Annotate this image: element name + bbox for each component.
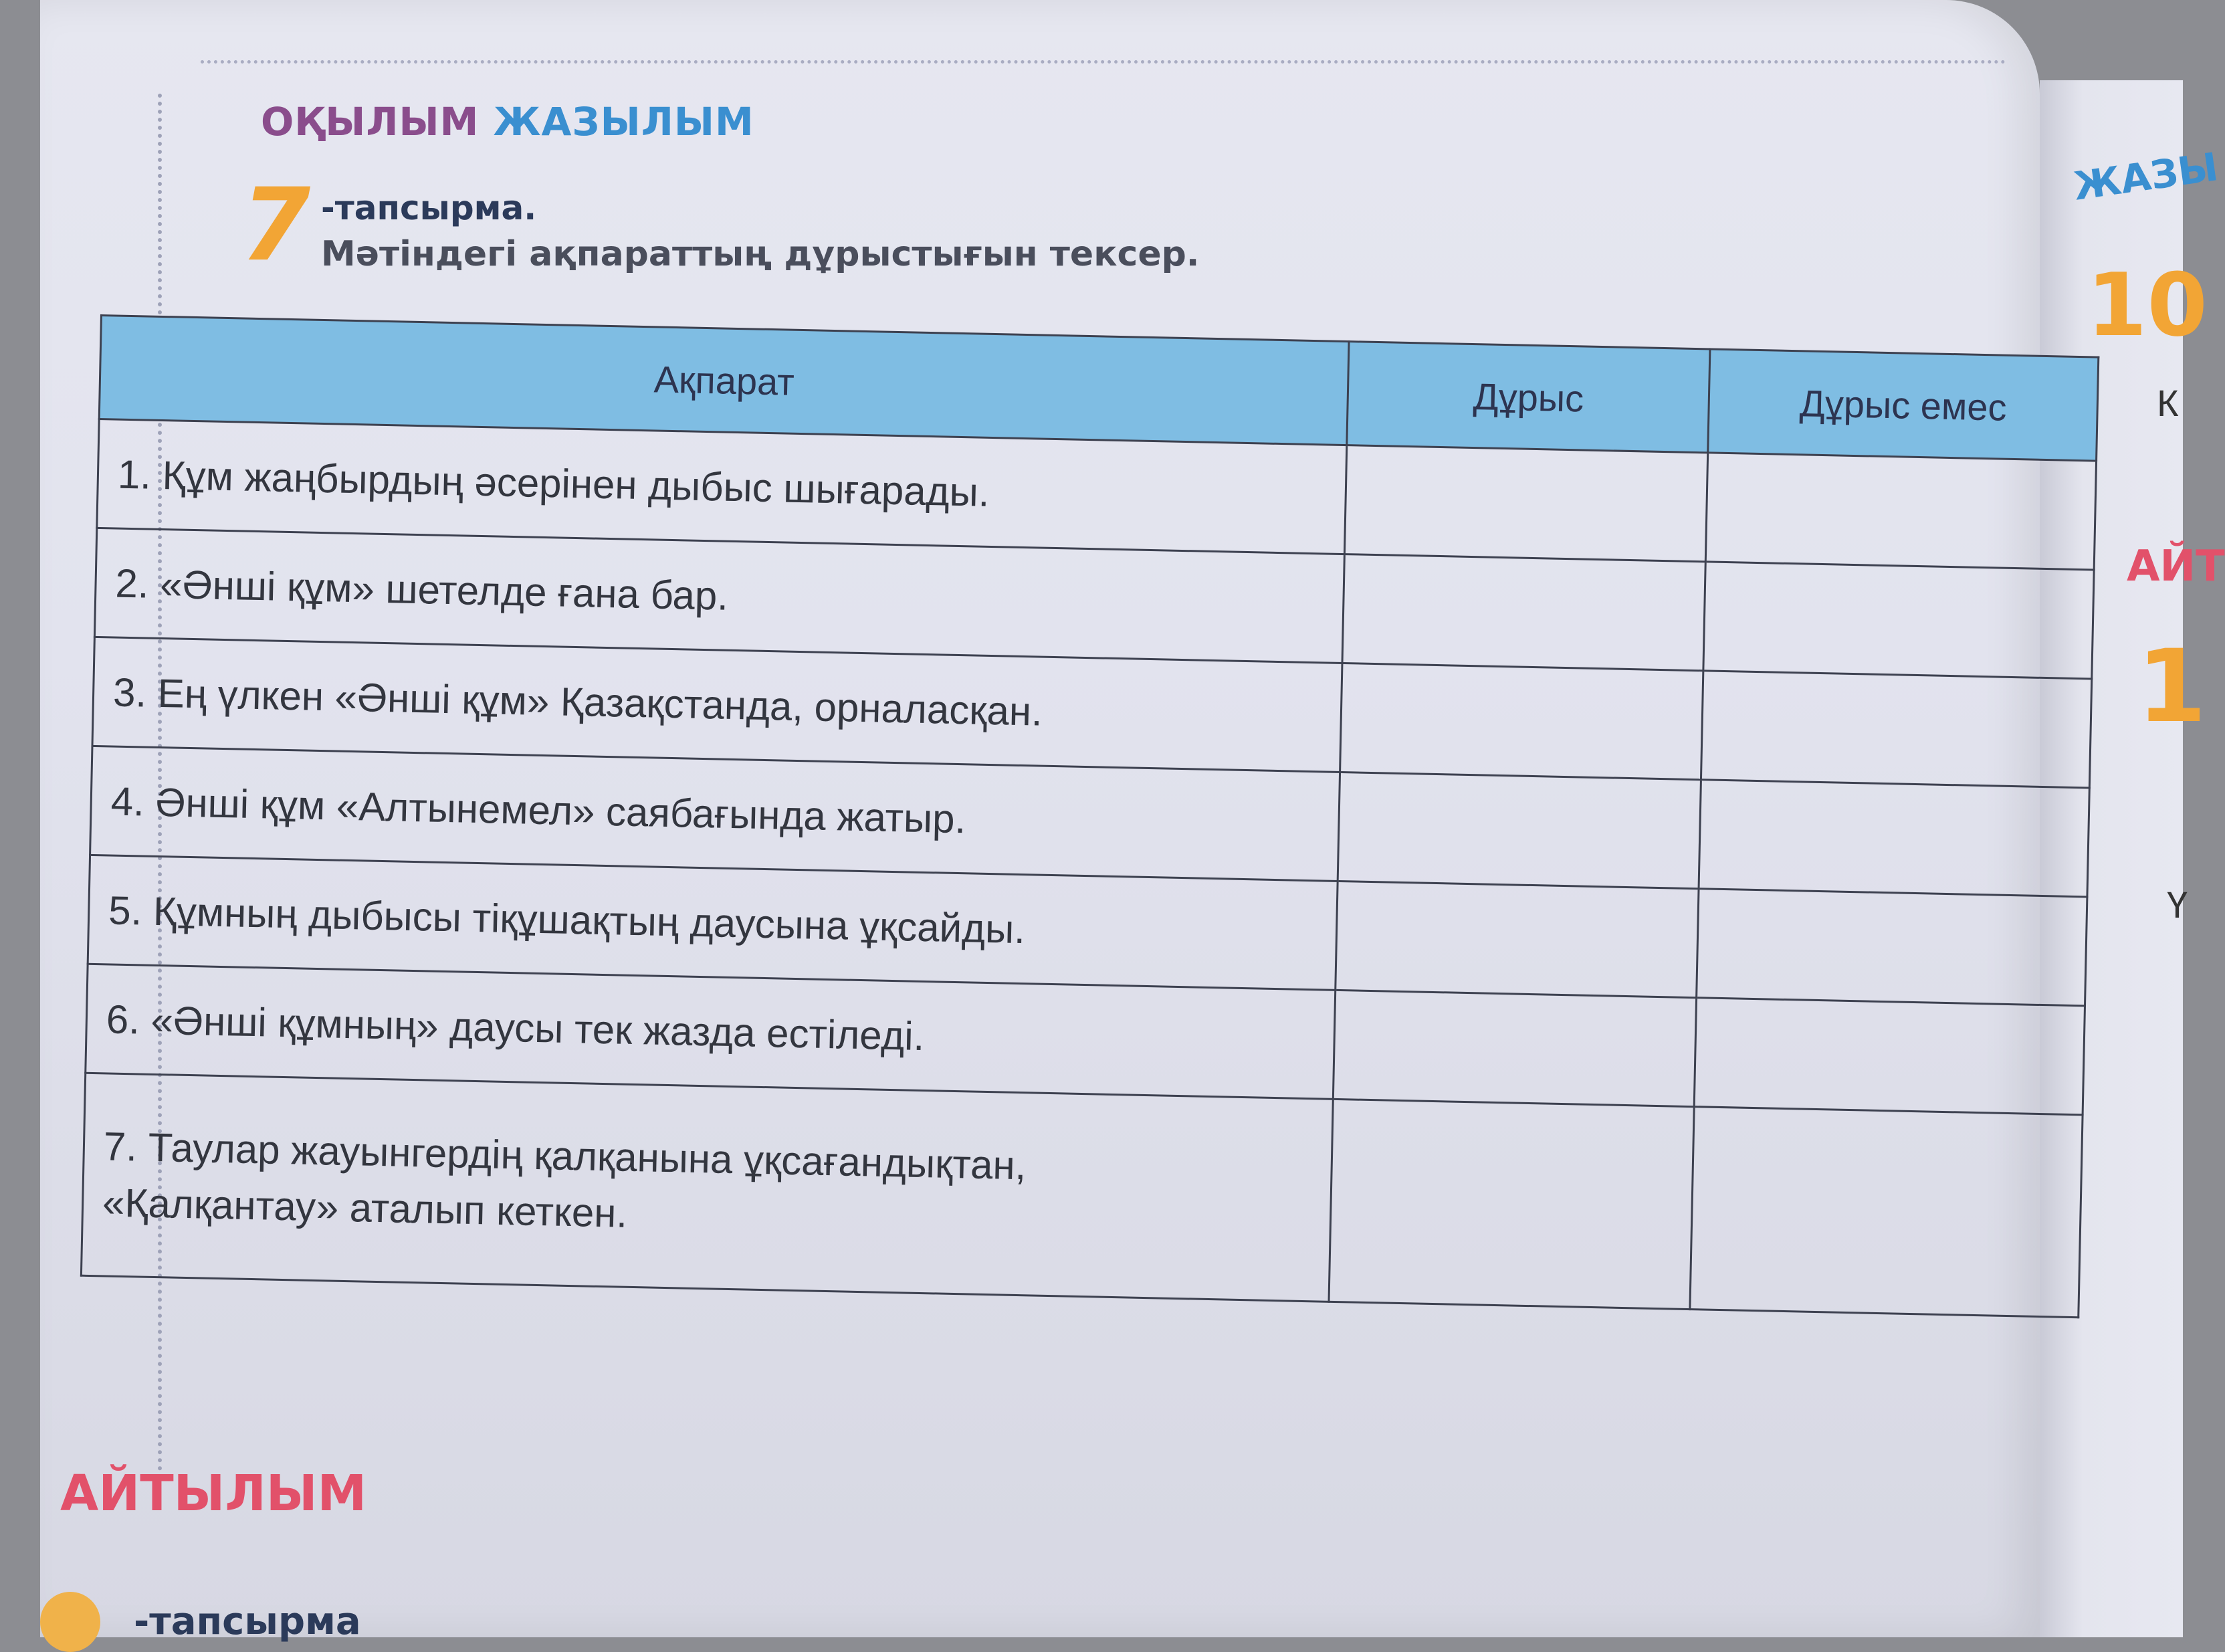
true-answer-cell[interactable] <box>1340 663 1703 780</box>
false-answer-cell[interactable] <box>1694 998 2085 1115</box>
statement-cell: 4. Әнші құм «Алтынемел» саябағында жатыр. <box>90 746 1340 881</box>
header-false: Дұрыс емес <box>1708 349 2099 461</box>
header-true: Дұрыс <box>1347 342 1710 453</box>
statement-cell: 3. Ең үлкен «Әнші құм» Қазақстанда, орналасқан. <box>92 637 1342 772</box>
statement-cell: 2. «Әнші құм» шетелде ғана бар. <box>94 528 1344 663</box>
false-answer-cell[interactable] <box>1697 889 2087 1006</box>
next-task-label: -тапсырма <box>134 1600 361 1643</box>
statement-line: «Қалқантау» аталып кеткен. <box>102 1180 628 1236</box>
table-row <box>81 1073 2083 1317</box>
top-dotted-border <box>201 60 2006 64</box>
task-instruction: Мәтіндегі ақпараттың дұрыстығын тексер. <box>321 234 1200 274</box>
next-task-number-badge <box>40 1592 100 1652</box>
statement-cell: 6. «Әнші құмның» даусы тек жазда естіледі. <box>86 964 1336 1099</box>
facing-page-task-number: 10 <box>2087 254 2208 356</box>
true-answer-cell[interactable] <box>1338 772 1701 888</box>
facing-page-text-2: Ү <box>2167 884 2188 926</box>
false-answer-cell[interactable] <box>1690 1107 2083 1318</box>
true-answer-cell[interactable] <box>1342 554 1705 671</box>
statement-cell: 1. Құм жаңбырдың әсерінен дыбыс шығарады. <box>97 419 1347 554</box>
facing-page-subheading: АЙТ <box>2127 542 2225 591</box>
task-label: -тапсырма. <box>321 189 537 227</box>
facing-page-heading: ЖАЗЫ <box>2071 144 2221 209</box>
false-answer-cell[interactable] <box>1699 780 2089 897</box>
speaking-section-title: АЙТЫЛЫМ <box>60 1465 367 1522</box>
true-answer-cell[interactable] <box>1334 990 1697 1106</box>
header-info: Ақпарат <box>99 316 1349 445</box>
task-number: 7 <box>241 167 311 284</box>
true-answer-cell[interactable] <box>1345 445 1708 562</box>
false-answer-cell[interactable] <box>1705 453 2096 570</box>
section-title-writing: ЖАЗЫЛЫМ <box>493 99 754 144</box>
facing-page-task-number-2: 1 <box>2137 629 2207 745</box>
false-answer-cell[interactable] <box>1701 671 2091 788</box>
section-title <box>261 99 754 144</box>
true-answer-cell[interactable] <box>1336 881 1699 997</box>
true-answer-cell[interactable] <box>1329 1099 1694 1309</box>
facing-page-text: К <box>2157 382 2179 424</box>
false-answer-cell[interactable] <box>1703 562 2094 679</box>
section-title-reading: ОҚЫЛЫМ <box>261 99 480 144</box>
statement-cell <box>81 1073 1333 1302</box>
statement-line: 7. Таулар жауынгердің қалқанына ұқсағандықтан, <box>103 1124 1027 1189</box>
info-table <box>80 314 2099 1318</box>
statement-cell: 5. Құмның дыбысы тіқұшақтың даусына ұқсайды. <box>88 855 1338 990</box>
